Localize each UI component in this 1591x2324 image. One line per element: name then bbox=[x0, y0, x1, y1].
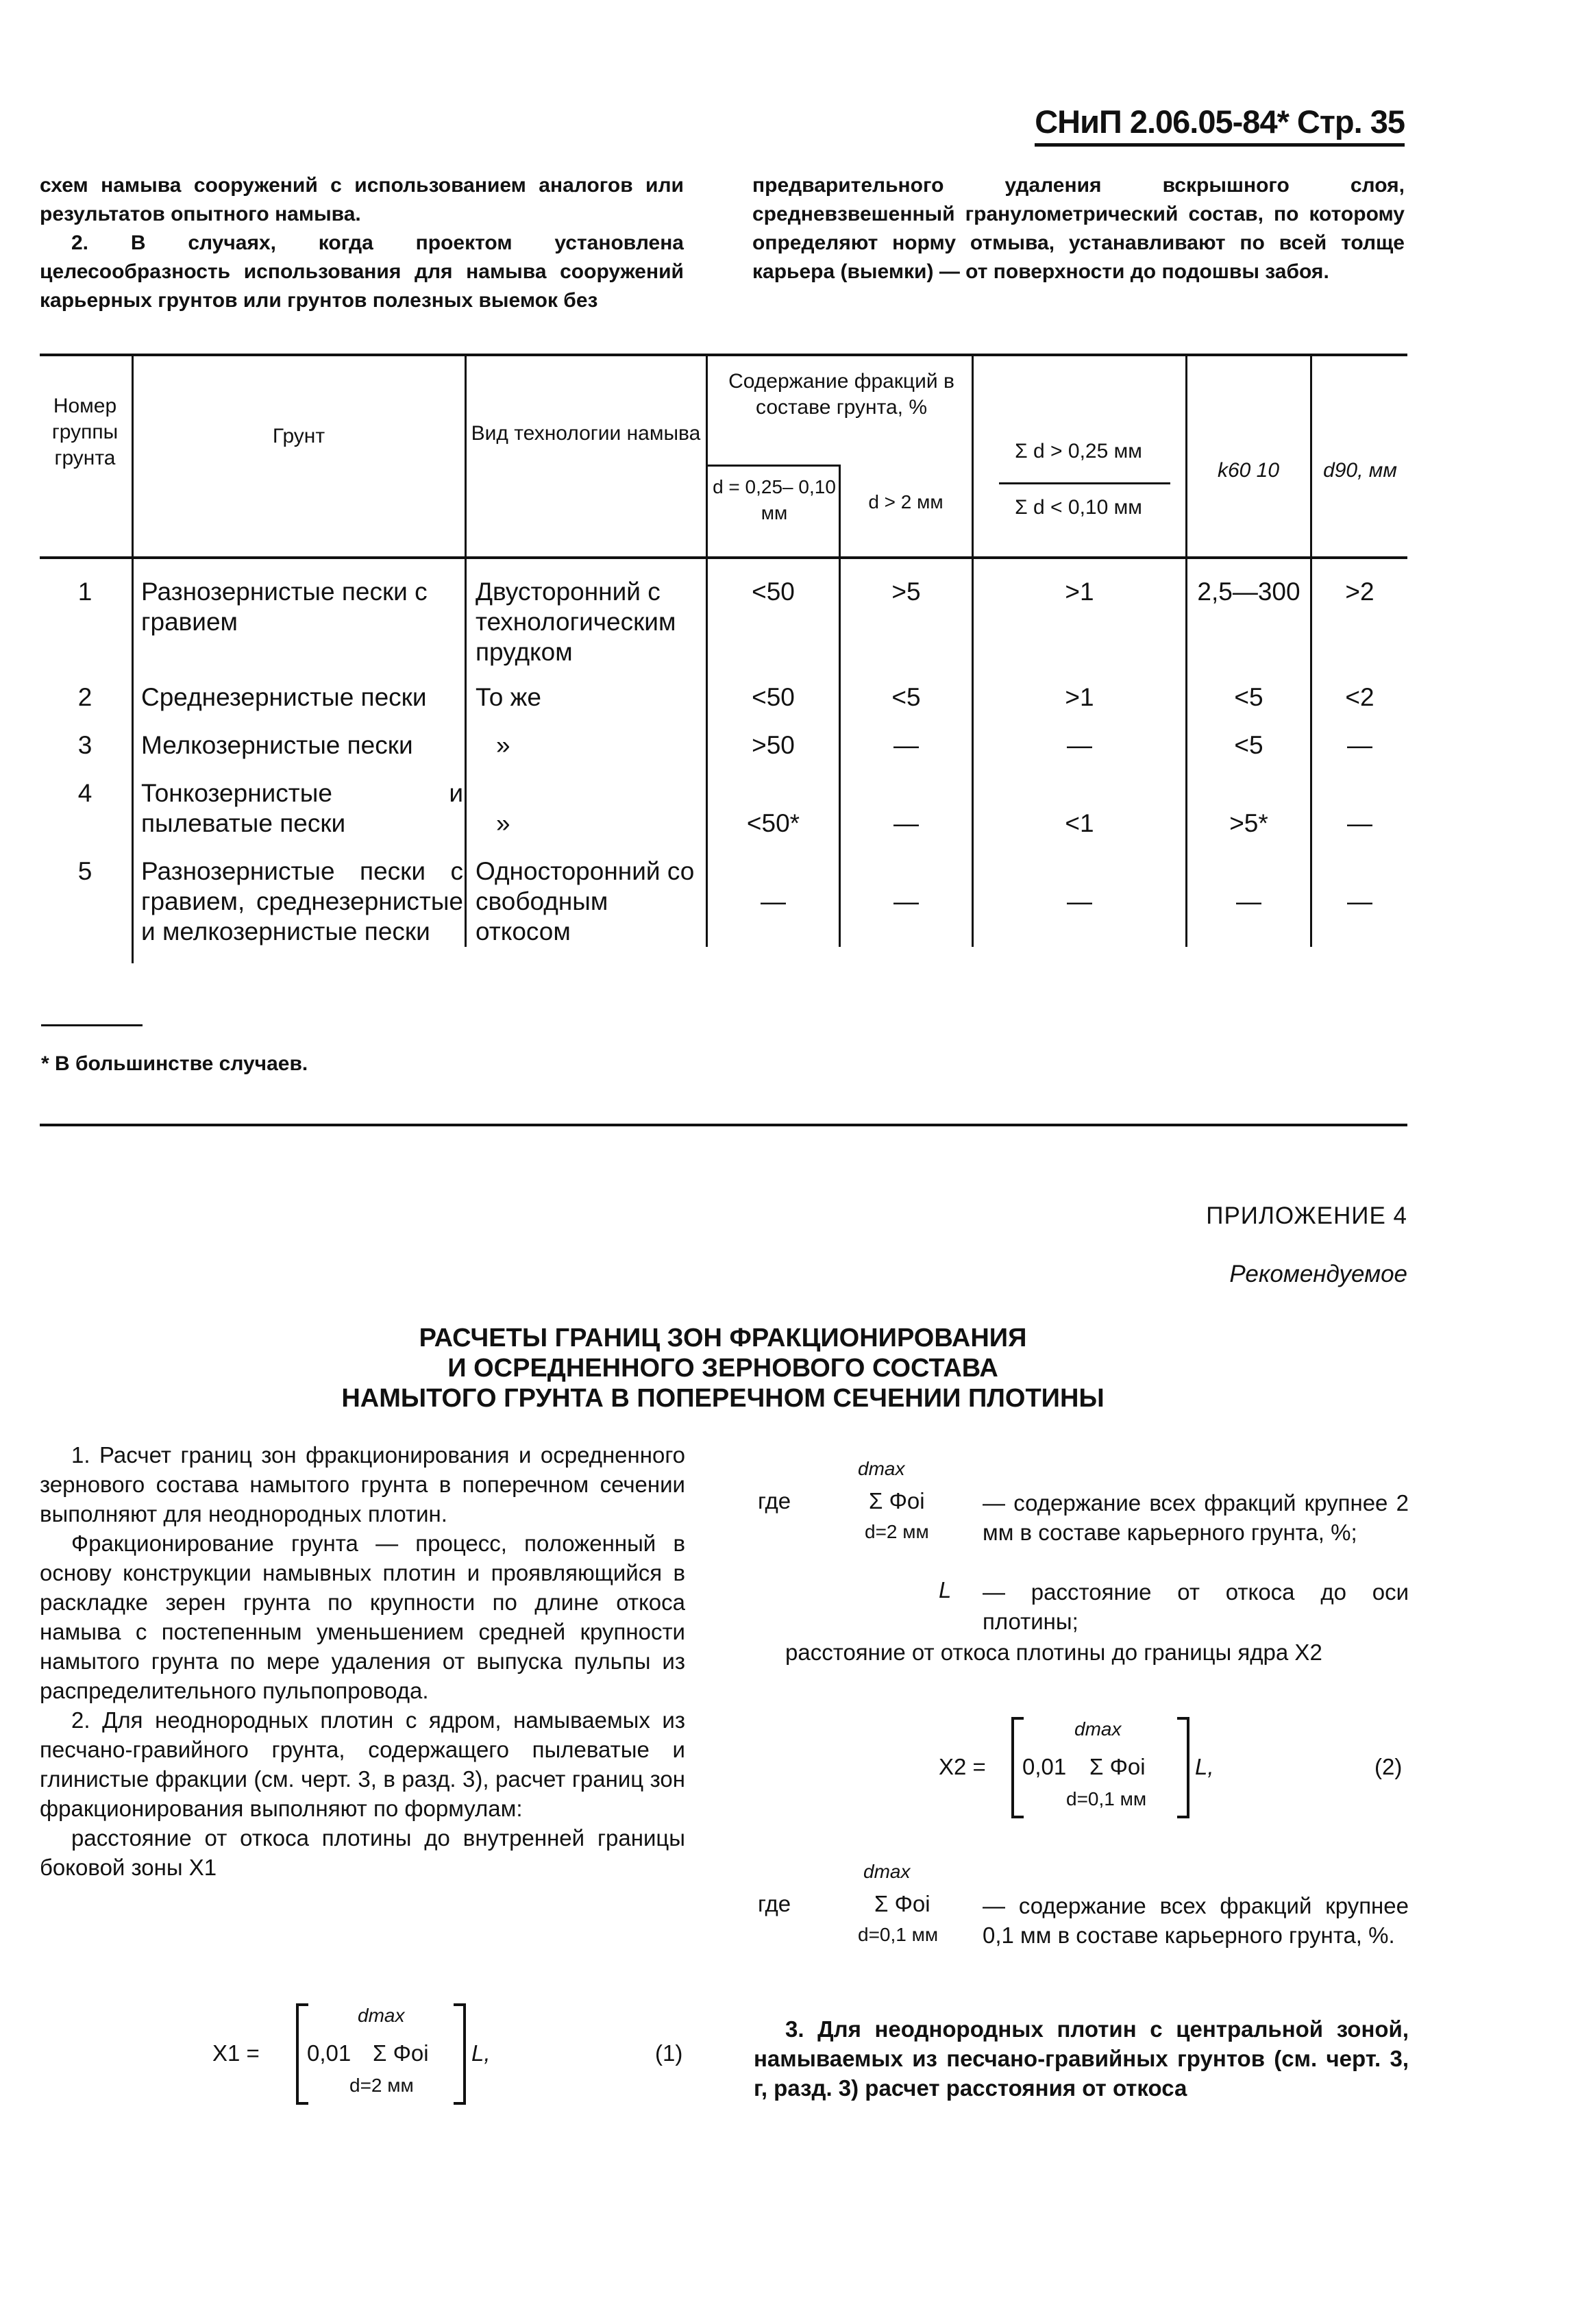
th-tech: Вид технологии намыва bbox=[471, 422, 701, 445]
where-1-symbol: Σ Φoi bbox=[869, 1488, 925, 1513]
appendix-label: ПРИЛОЖЕНИЕ 4 bbox=[1206, 1202, 1407, 1229]
row2-soil: Среднезернистые пески bbox=[141, 683, 427, 711]
where-1-bottom: d=2 мм bbox=[865, 1521, 929, 1542]
row3-c1: >50 bbox=[752, 731, 795, 759]
where-3: где bbox=[758, 1891, 791, 1916]
top-left-text bbox=[40, 171, 684, 315]
body-left bbox=[40, 1440, 685, 1882]
row5-c2: — bbox=[893, 887, 919, 915]
row3-k: <5 bbox=[1234, 731, 1263, 759]
appendix-title-1: РАСЧЕТЫ ГРАНИЦ ЗОН ФРАКЦИОНИРОВАНИЯ bbox=[419, 1324, 1027, 1352]
th-ratio-bottom: Σ d < 0,10 мм bbox=[1015, 496, 1142, 519]
th-soil: Грунт bbox=[272, 425, 325, 447]
row1-c2: >5 bbox=[891, 578, 921, 606]
where-3-text: — содержание всех фракций крупнее 0,1 мм в составе карьерного грунта, %. bbox=[983, 1893, 1409, 1948]
row2-n: 2 bbox=[77, 683, 92, 711]
row1-d90: >2 bbox=[1345, 578, 1374, 606]
formula-1-number: (1) bbox=[655, 2040, 683, 2066]
row2-c1: <50 bbox=[752, 683, 795, 711]
row3-tech: » bbox=[496, 731, 510, 759]
where-1-text: — содержание всех фракций крупнее 2 мм в составе карьерного грунта, %; bbox=[983, 1490, 1409, 1545]
col-rule-2 bbox=[465, 354, 467, 947]
top-left-p1: схем намыва сооружений с использованием аналогов или результатов опытного намыва. bbox=[40, 174, 684, 225]
row4-c1: <50* bbox=[746, 809, 800, 837]
row2-d90: <2 bbox=[1345, 683, 1374, 711]
row3-n: 3 bbox=[77, 731, 92, 759]
row1-soil: Разнозернистые пески с гравием bbox=[141, 578, 428, 636]
row3-d90: — bbox=[1347, 731, 1372, 759]
row5-d90: — bbox=[1347, 887, 1372, 915]
body-left-p3: 2. Для неоднородных плотин с ядром, намываемых из песчано-гравийного грунта, содержащего пылеватые и глинистые фракции (см. черт. 3, в разд. 3), расчет границ зон фракционирования выполняют по формулам: bbox=[40, 1707, 685, 1821]
row1-tech: Двусторонний с технологическим прудком bbox=[476, 578, 676, 666]
row3-ratio: — bbox=[1067, 731, 1092, 759]
section-divider bbox=[40, 1124, 1407, 1126]
row5-k: — bbox=[1236, 887, 1261, 915]
col-rule-7 bbox=[1310, 354, 1312, 947]
row4-ratio: <1 bbox=[1065, 809, 1094, 837]
page-header: СНиП 2.06.05-84* Стр. 35 bbox=[1035, 103, 1405, 147]
formula-1-lhs: X1 = bbox=[212, 2040, 260, 2066]
appendix-title-2: И ОСРЕДНЕННОГО ЗЕРНОВОГО СОСТАВА bbox=[447, 1354, 998, 1383]
body-left-p2: Фракционирование грунта — процесс, положенный в основу конструкции намывных плотин и проявляющийся в раскладке зерен грунта по крупности по длине откоса намыва с постепенным уменьшением средней крупности намытого грунта по мере удаления от выпуска пульпы из распределительного пульпопровода. bbox=[40, 1531, 685, 1703]
body-right-p3: 3. Для неоднородных плотин с центральной зоной, намываемых из песчано-гравийных грунтов (см. черт. 3, г, разд. 3) расчет расстояния от откоса bbox=[754, 2016, 1409, 2101]
where-2-symbol: L bbox=[939, 1577, 952, 1603]
row4-c2: — bbox=[893, 809, 919, 837]
th-d90: d90, мм bbox=[1323, 459, 1397, 482]
row4-n: 4 bbox=[77, 779, 92, 807]
th-group: Номер группы грунта bbox=[51, 395, 119, 469]
row5-ratio: — bbox=[1067, 887, 1092, 915]
formula-1-coef: 0,01 bbox=[307, 2040, 352, 2066]
th-d-large: d > 2 мм bbox=[868, 491, 944, 512]
row1-c1: <50 bbox=[752, 578, 795, 606]
formula-1-right-bracket bbox=[454, 2003, 466, 2105]
ratio-fraction-bar bbox=[999, 482, 1170, 484]
top-left-p2: 2. В случаях, когда проектом установлена целесообразность использования для намыва сооружений карьерных грунтов или грунтов полезных выемок без bbox=[40, 232, 684, 312]
appendix-title-3: НАМЫТОГО ГРУНТА В ПОПЕРЕЧНОМ СЕЧЕНИИ ПЛОТИНЫ bbox=[341, 1384, 1105, 1413]
row4-tech: » bbox=[496, 809, 510, 837]
where-3-symbol: Σ Φoi bbox=[874, 1891, 930, 1916]
row5-tech: Односторонний со свободным откосом bbox=[476, 857, 695, 945]
col-rule-3 bbox=[706, 354, 708, 947]
appendix-status: Рекомендуемое bbox=[1229, 1261, 1407, 1287]
formula-2-lhs: X2 = bbox=[939, 1754, 986, 1779]
formula-2-right-bracket bbox=[1177, 1717, 1189, 1818]
where-3-bottom: d=0,1 мм bbox=[858, 1924, 939, 1945]
row3-soil: Мелкозернистые пески bbox=[141, 731, 413, 759]
where-3-top: dmax bbox=[863, 1861, 911, 1882]
th-d-small: d = 0,25– 0,10 мм bbox=[713, 476, 836, 523]
content-subheader-rule bbox=[708, 465, 839, 467]
table-header-rule bbox=[40, 556, 1407, 559]
row2-ratio: >1 bbox=[1065, 683, 1094, 711]
footnote-rule bbox=[41, 1024, 143, 1026]
body-left-p4: расстояние от откоса плотины до внутренней границы боковой зоны X1 bbox=[40, 1825, 685, 1880]
formula-1-sum: Σ Φoi bbox=[373, 2040, 429, 2066]
row4-soil: Тонкозернистые и пылеватые пески bbox=[141, 779, 463, 837]
body-left-p1: 1. Расчет границ зон фракционирования и осредненного зернового состава намытого грунта в поперечном сечении выполняют для неоднородных плотин. bbox=[40, 1442, 685, 1526]
formula-1-rhs: L, bbox=[471, 2040, 491, 2066]
row1-n: 1 bbox=[77, 578, 92, 606]
row5-soil: Разнозернистые пески с гравием, среднезернистые и мелкозернистые пески bbox=[141, 857, 463, 945]
row1-k: 2,5—300 bbox=[1197, 578, 1300, 606]
formula-1-top: dmax bbox=[358, 2005, 405, 2026]
row3-c2: — bbox=[893, 731, 919, 759]
th-ratio-top: Σ d > 0,25 мм bbox=[1015, 440, 1142, 462]
formula-1-bottom: d=2 мм bbox=[349, 2075, 414, 2096]
col-rule-1 bbox=[132, 354, 134, 963]
th-k: k60 10 bbox=[1217, 459, 1280, 482]
row5-n: 5 bbox=[77, 857, 92, 885]
row4-k: >5* bbox=[1229, 809, 1268, 837]
col-rule-5 bbox=[972, 354, 974, 947]
soil-table bbox=[40, 354, 1407, 985]
formula-2-bottom: d=0,1 мм bbox=[1066, 1788, 1147, 1809]
formula-2-number: (2) bbox=[1374, 1754, 1403, 1779]
where-1-top: dmax bbox=[858, 1458, 905, 1479]
row2-tech: То же bbox=[476, 683, 541, 711]
formula-2-top: dmax bbox=[1074, 1718, 1122, 1740]
where-1: где bbox=[758, 1488, 791, 1513]
table-top-rule bbox=[40, 354, 1407, 356]
th-content: Содержание фракций в составе грунта, % bbox=[728, 370, 954, 419]
row2-c2: <5 bbox=[891, 683, 921, 711]
top-right-text: предварительного удаления вскрышного слоя, средневзвешенный гранулометрический состав, по которому определяют норму отмыва, устанавливают по всей толще карьера (выемки) — от поверхности до подошвы забоя. bbox=[752, 174, 1405, 283]
row4-d90: — bbox=[1347, 809, 1372, 837]
where-2-text: — расстояние от откоса до оси плотины; bbox=[983, 1579, 1409, 1634]
footnote: * В большинстве случаев. bbox=[41, 1052, 308, 1075]
row2-k: <5 bbox=[1234, 683, 1263, 711]
core-distance-text: расстояние от откоса плотины до границы ядра X2 bbox=[785, 1640, 1322, 1665]
formula-2-coef: 0,01 bbox=[1022, 1754, 1067, 1779]
row5-c1: — bbox=[761, 887, 786, 915]
row1-ratio: >1 bbox=[1065, 578, 1094, 606]
col-rule-6 bbox=[1185, 354, 1187, 947]
formula-2-rhs: L, bbox=[1195, 1754, 1214, 1779]
formula-2-sum: Σ Φoi bbox=[1089, 1754, 1146, 1779]
